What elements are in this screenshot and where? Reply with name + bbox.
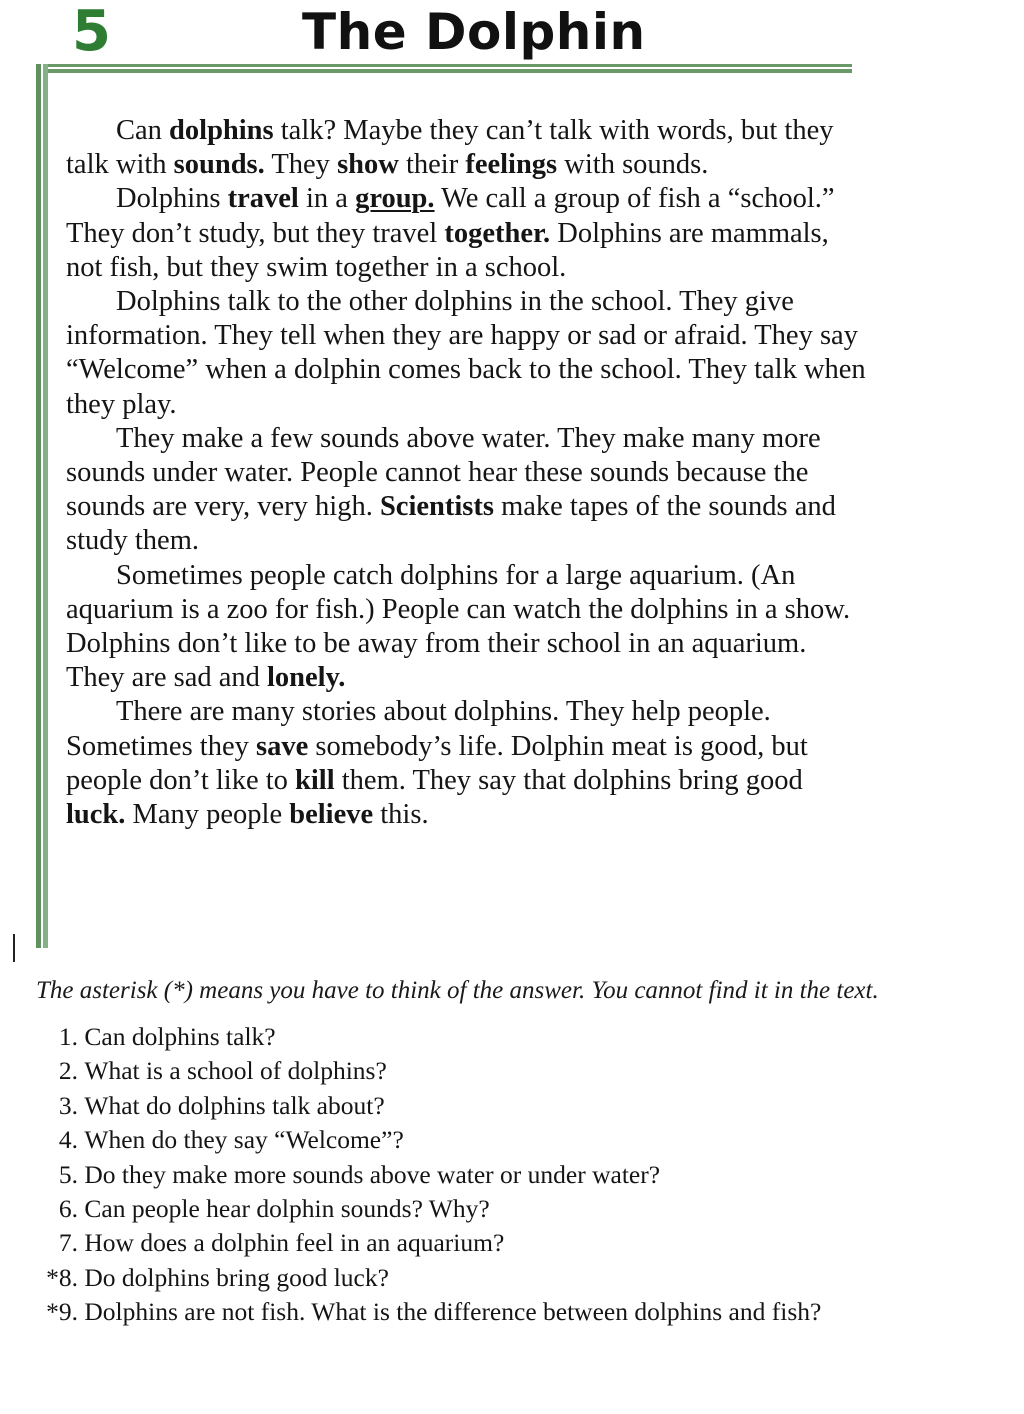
vocabulary-word: travel [227, 183, 299, 215]
passage-text: this. [373, 799, 429, 831]
question-number: *8. [46, 1262, 78, 1292]
question-number: 1. [58, 1022, 78, 1051]
question-text: When do they say “Welcome”? [84, 1125, 404, 1155]
question-text: Dolphins are not fish. What is the difference between dolphins and fish? [84, 1297, 822, 1327]
page-header [0, 0, 1024, 64]
reading-paragraph [66, 695, 866, 832]
question-item [30, 1089, 970, 1123]
question-text: How does a dolphin feel in an aquarium? [84, 1228, 505, 1258]
question-text: Can dolphins talk? [84, 1022, 276, 1051]
question-text: Do dolphins bring good luck? [84, 1262, 389, 1292]
reading-paragraph [66, 114, 866, 182]
passage-text: They [264, 149, 338, 181]
question-number: 4. [58, 1125, 78, 1155]
question-number: 3. [58, 1090, 78, 1120]
passage-text: their [398, 149, 466, 181]
vocabulary-word: kill [295, 764, 335, 796]
margin-mark [13, 934, 15, 962]
question-item [30, 1123, 970, 1157]
vocabulary-word: show [337, 149, 399, 181]
reading-paragraph [66, 559, 866, 696]
vocabulary-word-bold [355, 183, 434, 214]
vocabulary-word: together. [444, 217, 551, 249]
passage-text: Dolphins talk to the other dolphins in the school. They give information. They tell when they are happy or sad or afraid. They say “Welcome” when a dolphin comes back to the school. They talk when they play. [66, 286, 866, 420]
frame-rule-left [36, 64, 48, 948]
reading-passage [66, 114, 866, 832]
instruction-text: The asterisk (*) means you have to think of the answer. You cannot find it in the text. [36, 977, 879, 1004]
vocabulary-word: feelings [465, 149, 558, 181]
passage-text: them. They say that dolphins bring good [334, 764, 803, 796]
passage-text: We call a group of fish a “school.” They don’t study, but they travel [66, 183, 835, 249]
question-item [30, 1158, 970, 1192]
reading-paragraph [66, 285, 866, 422]
question-item [30, 1261, 970, 1295]
passage-text: There are many stories about dolphins. They help people. Sometimes they [66, 696, 771, 762]
vocabulary-word: luck. [66, 799, 126, 831]
vocabulary-word: save [255, 730, 309, 762]
question-number: 7. [58, 1228, 78, 1258]
question-number: 2. [58, 1056, 78, 1086]
question-number: *9. [46, 1297, 78, 1327]
passage-text: with sounds. [557, 149, 709, 181]
vocabulary-word: believe [289, 799, 374, 831]
passage-text: make tapes of the sounds and study them. [66, 491, 836, 557]
reading-paragraph [66, 182, 866, 285]
passage-text: somebody’s life. Dolphin meat is good, but people don’t like to [66, 730, 808, 796]
reading-paragraph [66, 422, 866, 559]
question-text: What do dolphins talk about? [84, 1090, 385, 1120]
question-number: 5. [58, 1159, 78, 1189]
chapter-number: 5 [72, 0, 111, 64]
question-item [30, 1020, 970, 1054]
passage-text: talk? Maybe they can’t talk with words, but they talk with [66, 115, 834, 181]
passage-text: Dolphins [116, 183, 228, 215]
question-text: Can people hear dolphin sounds? Why? [84, 1194, 490, 1224]
question-text: Do they make more sounds above water or under water? [84, 1159, 661, 1189]
question-item [30, 1295, 970, 1329]
frame-rule-top [36, 64, 852, 73]
question-list [30, 1020, 970, 1330]
passage-text: in a [298, 183, 356, 215]
passage-text: Many people [125, 799, 290, 831]
vocabulary-word: dolphins [169, 115, 274, 146]
passage-text: They make a few sounds above water. They make many more sounds under water. People cannot hear these sounds because the sounds are very, very high. [66, 422, 821, 523]
question-item [30, 1192, 970, 1226]
vocabulary-word: Scientists [379, 491, 494, 523]
vocabulary-word: sounds. [173, 149, 265, 181]
passage-text: Can [116, 115, 170, 146]
question-text: What is a school of dolphins? [84, 1056, 387, 1086]
question-item [30, 1226, 970, 1260]
page-title: The Dolphin [302, 3, 646, 61]
vocabulary-word: lonely. [267, 662, 346, 694]
passage-text: Dolphins are mammals, not fish, but they swim together in a school. [66, 217, 829, 283]
passage-text: Sometimes people catch dolphins for a large aquarium. (An aquarium is a zoo for fish.) People can watch the dolphins in a show. Dolphins don’t like to be away from their school in an aquarium. They are sad and [66, 559, 851, 694]
question-item [30, 1054, 970, 1088]
question-number: 6. [58, 1194, 78, 1224]
vocabulary-word: group. [355, 183, 435, 215]
